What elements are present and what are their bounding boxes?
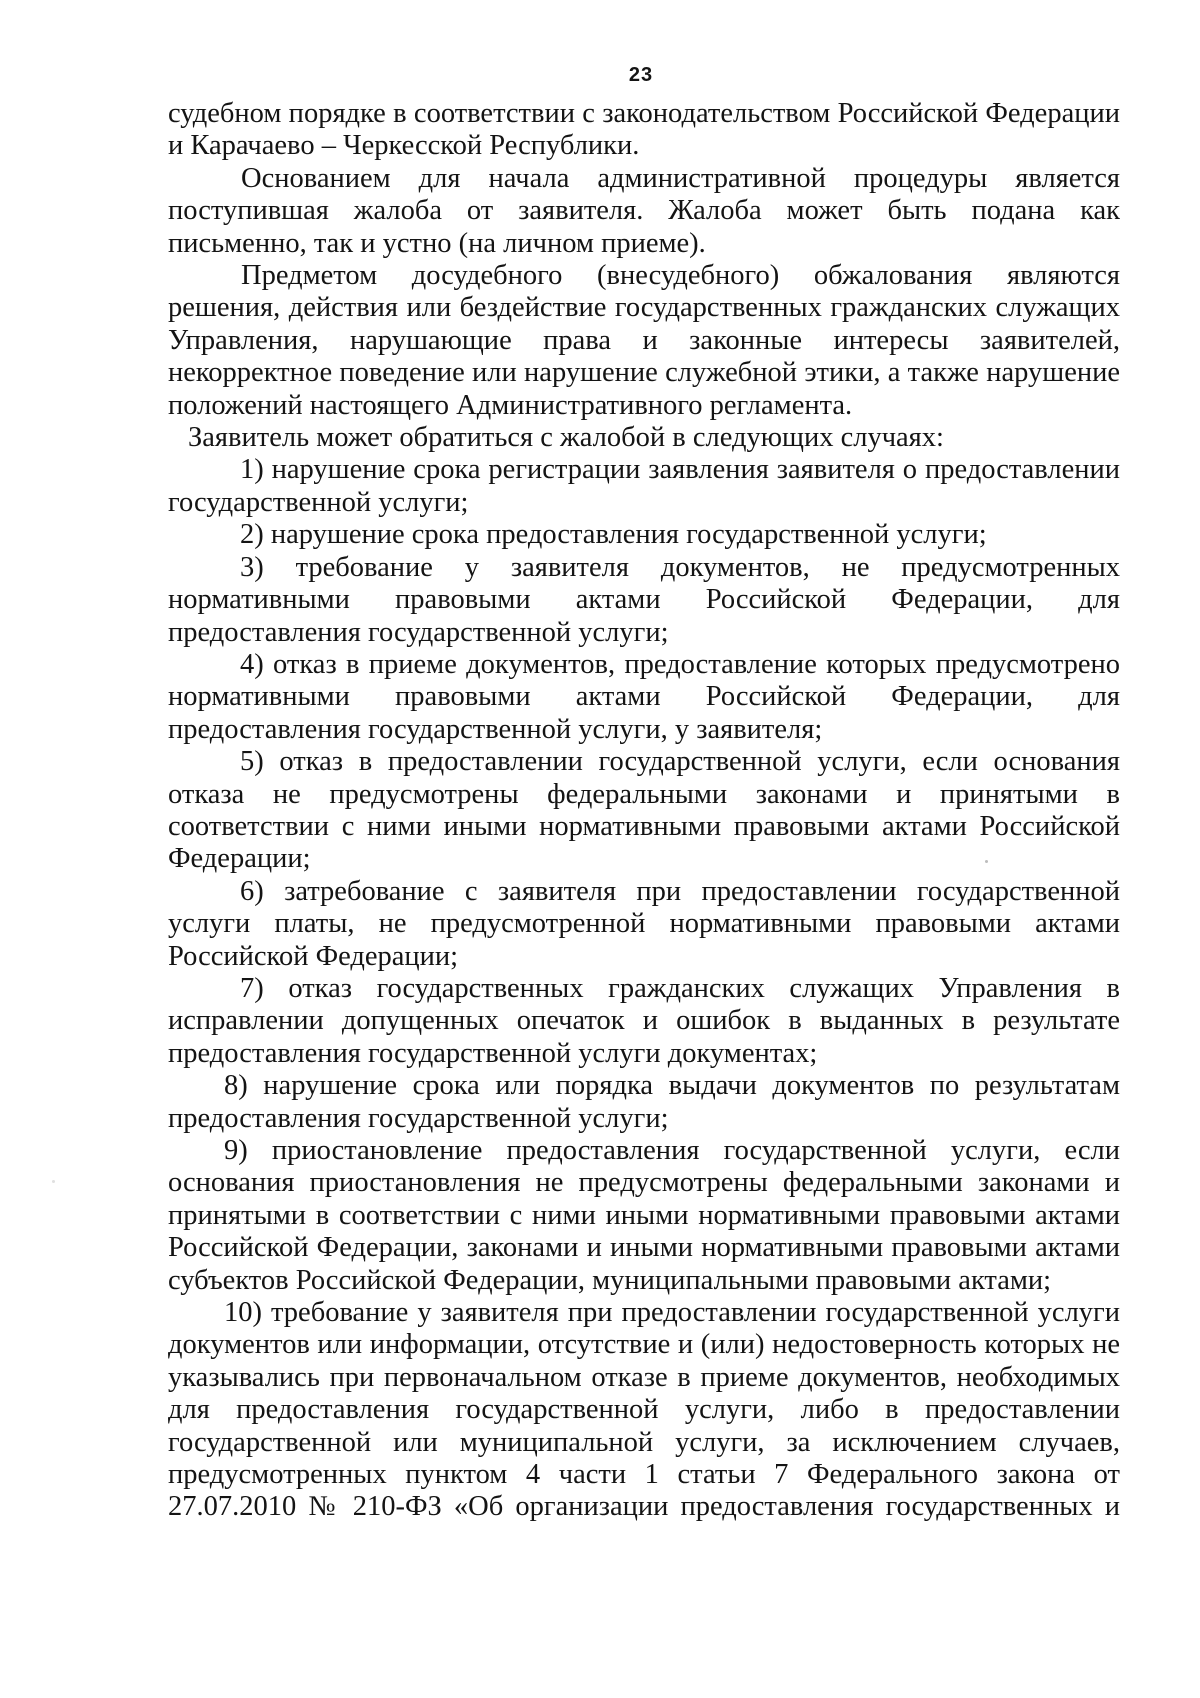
page-number: 23: [628, 64, 654, 86]
list-item-7: 7) отказ государственных гражданских служащих Управления в исправлении допущенных опечаток и ошибок в выданных в результате предоставления государственной услуги документах;: [168, 972, 1120, 1069]
list-item-3: 3) требование у заявителя документов, не предусмотренных нормативными правовыми актами Российской Федерации, для предоставления государственной услуги;: [168, 551, 1120, 648]
list-item-4: 4) отказ в приеме документов, предоставление которых предусмотрено нормативными правовыми актами Российской Федерации, для предоставления государственной услуги, у заявителя;: [168, 648, 1120, 745]
document-body: [168, 98, 1120, 1524]
paragraph-complaint-cases-intro: Заявитель может обратиться с жалобой в следующих случаях:: [188, 422, 944, 454]
paragraph-court-procedure: судебном порядке в соответствии с законодательством Российской Федерации и Карачаево – Черкесской Республики.: [168, 98, 1120, 162]
paragraph-subject-of-appeal: Предметом досудебного (внесудебного) обжалования являются решения, действия или бездействие государственных гражданских служащих Управления, нарушающие права и законные интересы заявителей, некорректное поведение или нарушение служебной этики, а также нарушение положений настоящего Административного регламента.: [168, 260, 1120, 421]
list-item-5: 5) отказ в предоставлении государственной услуги, если основания отказа не предусмотрены федеральными законами и принятыми в соответствии с ними иными нормативными правовыми актами Российской Федерации;: [168, 746, 1120, 875]
paragraph-grounds: Основанием для начала административной процедуры является поступившая жалоба от заявителя. Жалоба может быть подана как письменно, так и устно (на личном приеме).: [168, 162, 1120, 259]
list-item-10: 10) требование у заявителя при предоставлении государственной услуги документов или информации, отсутствие и (или) недостоверность которых не указывались при первоначальном отказе в приеме документов, необходимых для предоставления государственной услуги, либо в предоставлении государственной или муниципальной услуги, за исключением случаев, предусмотренных пунктом 4 части 1 статьи 7 Федерального закона от 27.07.2010 № 210-ФЗ «Об организации предоставления государственных и: [168, 1297, 1120, 1523]
scan-speck: [985, 860, 988, 863]
list-item-1: 1) нарушение срока регистрации заявления заявителя о предоставлении государственной услуги;: [168, 454, 1120, 518]
list-item-8: 8) нарушение срока или порядка выдачи документов по результатам предоставления государственной услуги;: [168, 1070, 1120, 1134]
scan-speck: [52, 1180, 55, 1183]
list-item-9: 9) приостановление предоставления государственной услуги, если основания приостановления не предусмотрены федеральными законами и принятыми в соответствии с ними иными нормативными правовыми актами Российской Федерации, законами и иными нормативными правовыми актами субъектов Российской Федерации, муниципальными правовыми актами;: [168, 1135, 1120, 1296]
list-item-2: 2) нарушение срока предоставления государственной услуги;: [240, 519, 987, 551]
list-item-6: 6) затребование с заявителя при предоставлении государственной услуги платы, не предусмотренной нормативными правовыми актами Российской Федерации;: [168, 875, 1120, 972]
